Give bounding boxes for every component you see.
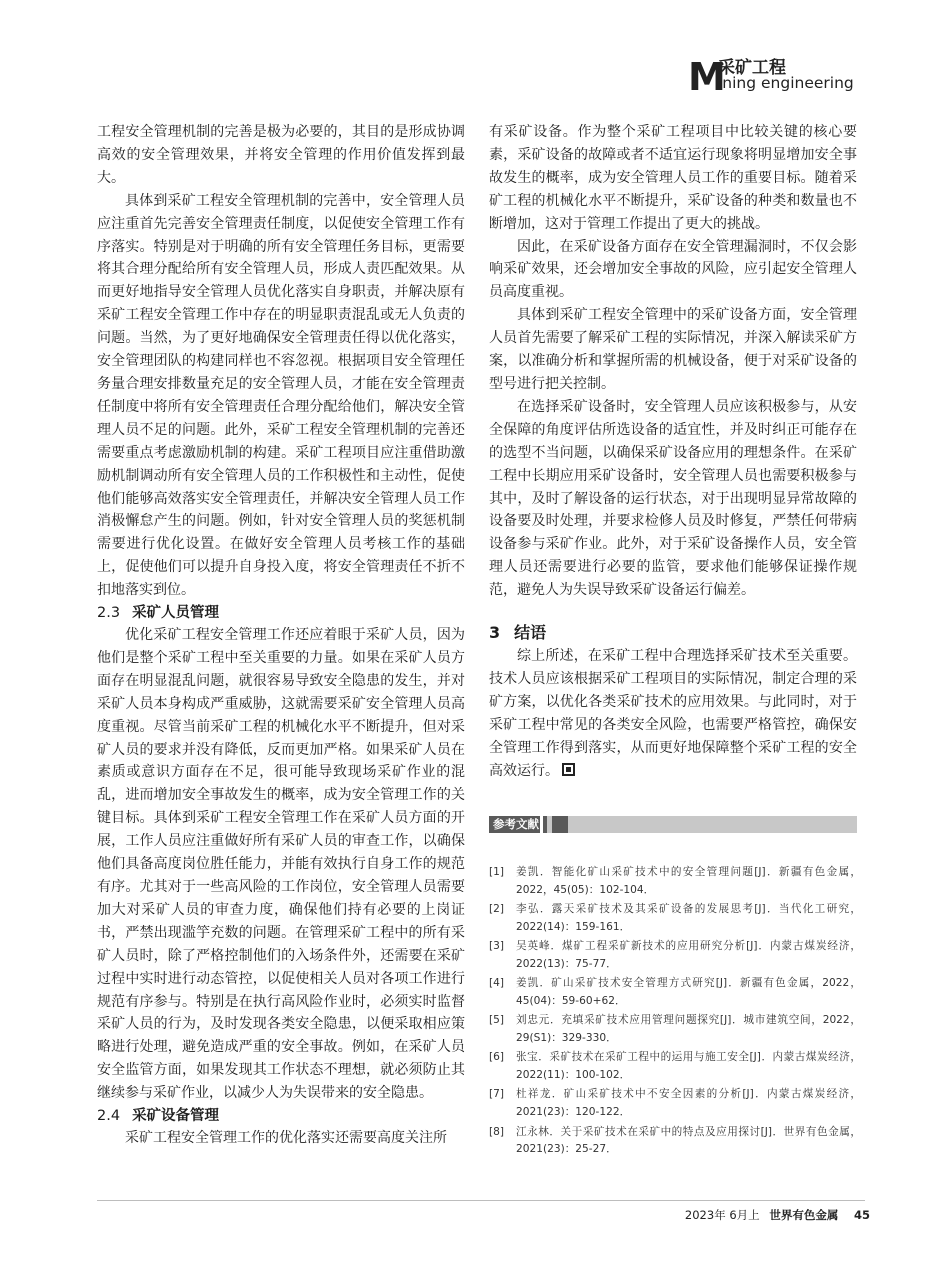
footer-divider (97, 1200, 865, 1201)
reference-text: 张宝．采矿技术在采矿工程中的运用与施工安全[J]．内蒙古煤炭经济，2022(11)：100-102． (516, 1051, 861, 1081)
paragraph: 有采矿设备。作为整个采矿工程项目中比较关键的核心要素，采矿设备的故障或者不适宜运行现象将明显增加安全事故发生的概率，成为安全管理人员工作的重要目标。随着采矿工程的机械化水平不断提升，采矿设备的种类和数量也不断增加，这对于管理工作提出了更大的挑战。 (489, 124, 857, 232)
section-title: 采矿人员管理 (132, 605, 220, 622)
reference-text: 江永林．关于采矿技术在采矿中的特点及应用探讨[J]．世界有色金属，2021(23)：25-27． (516, 1125, 861, 1156)
reference-number: [2] (489, 903, 505, 916)
reference-number: [8] (489, 1125, 505, 1138)
journal-logo (688, 55, 866, 99)
section-title: 采矿设备管理 (132, 1108, 220, 1125)
journal-name: 世界有色金属 (769, 1208, 839, 1222)
references-list (489, 864, 861, 1161)
reference-item (489, 901, 861, 936)
section-heading-2-3 (97, 602, 465, 624)
reference-number: [6] (489, 1051, 505, 1064)
paragraph: 因此，在采矿设备方面存在安全管理漏洞时，不仅会影响采矿效果，还会增加安全事故的风险，应引起安全管理人员高度重视。 (489, 238, 857, 301)
paragraph: 优化采矿工程安全管理工作还应着眼于采矿人员，因为他们是整个采矿工程中至关重要的力量。如果在采矿人员方面存在明显混乱问题，就很容易导致安全隐患的发生，并对采矿人员本身构成严重威胁，这就需要采矿安全管理人员高度重视。尽管当前采矿工程的机械化水平不断提升，但对采矿人员的要求并没有降低，反而更加严格。如果采矿人员在素质或意识方面存在不足，很可能导致现场采矿作业的混乱，进而增加安全事故发生的概率，成为安全管理工作的关键目标。具体到采矿工程安全管理工作在采矿人员方面的开展，工作人员应注重做好所有采矿人员的审查工作，以确保他们具备高度岗位胜任能力，并能有效执行自身工作的规范有序。尤其对于一些高风险的工作岗位，安全管理人员需要加大对采矿人员的审查力度，确保他们持有必要的上岗证书，严禁出现滥竽充数的问题。在管理采矿工程中的所有采矿人员时，除了严格控制他们的入场条件外，还需要在采矿过程中实时进行动态管控，以促使相关人员对各项工作进行规范有序参与。特别是在执行高风险作业时，必须实时监督采矿人员的行为，及时发现各类安全隐患，以便采取相应策略进行处理，避免造成严重的安全事故。例如，在采矿人员安全监管方面，如果发现其工作状态不理想，就必须防止其继续参与采矿作业，以减少人为失误带来的安全隐患。 (97, 627, 465, 1102)
reference-number: [7] (489, 1088, 505, 1101)
paragraph (489, 645, 857, 782)
reference-number: [5] (489, 1014, 505, 1027)
references-heading: 参考文献 (489, 816, 547, 833)
reference-item (489, 1049, 861, 1084)
logo-letter: M (688, 55, 726, 99)
reference-number: [1] (489, 866, 505, 878)
reference-item (489, 1012, 861, 1047)
paragraph: 采矿工程安全管理工作的优化落实还需要高度关注所 (125, 1130, 447, 1147)
reference-number: [3] (489, 940, 505, 953)
left-column (97, 121, 465, 1150)
reference-item (489, 864, 861, 899)
paragraph: 具体到采矿工程安全管理中的采矿设备方面，安全管理人员首先需要了解采矿工程的实际情况，并深入解读采矿方案，以准确分析和掌握所需的机械设备，便于对采矿设备的型号进行把关控制。 (489, 307, 857, 392)
page-number: 45 (853, 1208, 870, 1222)
reference-number: [4] (489, 977, 505, 990)
reference-item (489, 1124, 861, 1159)
issue-date: 2023年 6月上 (684, 1208, 760, 1222)
section-heading-3 (489, 621, 857, 645)
section-number: 2.3 (97, 605, 121, 622)
references-heading-bar (489, 816, 857, 833)
reference-item (489, 938, 861, 973)
end-of-article-icon (562, 763, 575, 776)
section-title: 结语 (514, 623, 547, 643)
reference-item (489, 975, 861, 1010)
section-number: 3 (489, 623, 501, 643)
heading-block-decoration (552, 816, 568, 833)
logo-section-subtitle: ining engineering (718, 74, 854, 92)
reference-text: 李弘．露天采矿技术及其采矿设备的发展思考[J]．当代化工研究，2022(14)：159-161． (516, 903, 861, 933)
right-column (489, 121, 857, 782)
reference-text: 姜凯．矿山采矿技术安全管理方式研究[J]．新疆有色金属，2022，45(04)：59-60+62． (516, 977, 861, 1007)
reference-text: 吴英峰．煤矿工程采矿新技术的应用研究分析[J]．内蒙古煤炭经济，2022(13)：75-77． (516, 940, 861, 970)
section-number: 2.4 (97, 1108, 121, 1125)
reference-item (489, 1086, 861, 1121)
paragraph: 具体到采矿工程安全管理机制的完善中，安全管理人员应注重首先完善安全管理责任制度，以促使安全管理工作有序落实。特别是对于明确的所有安全管理任务目标，更需要将其合理分配给所有安全管理人员，形成人责匹配效果。从而更好地指导安全管理人员优化落实自身职责，并解决原有采矿工程安全管理工作中存在的明显职责混乱或无人负责的问题。当然，为了更好地确保安全管理责任得以优化落实，安全管理团队的构建同样也不容忽视。根据项目安全管理任务量合理安排数量充足的安全管理人员，才能在安全管理责任制度中将所有安全管理责任合理分配给他们，解决安全管理人员不足的问题。此外，采矿工程安全管理机制的完善还需要重点考虑激励机制的构建。采矿工程项目应注重借助激励机制调动所有安全管理人员的工作积极性和主动性，促使他们能够高效落实安全管理责任，并解决安全管理人员工作消极懈怠产生的问题。例如，针对安全管理人员的奖惩机制需要进行优化设置。在做好安全管理人员考核工作的基础上，促使他们可以提升自身投入度，将安全管理责任不折不扣地落实到位。 (97, 192, 465, 599)
conclusion-text: 综上所述，在采矿工程中合理选择采矿技术至关重要。技术人员应该根据采矿工程项目的实际情况，制定合理的采矿方案，以优化各类采矿技术的应用效果。与此同时，对于采矿工程中常见的各类安全风险，也需要严格管控，确保安全管理工作得到落实，从而更好地保障整个采矿工程的安全高效运行。 (489, 648, 857, 779)
reference-text: 姜凯．智能化矿山采矿技术中的安全管理问题[J]．新疆有色金属，2022，45(05)：102-104． (516, 866, 861, 896)
section-heading-2-4 (97, 1105, 465, 1127)
reference-text: 杜祥龙．矿山采矿技术中不安全因素的分析[J]．内蒙古煤炭经济，2021(23)：120-122． (516, 1088, 861, 1119)
page-footer (685, 1207, 870, 1223)
paragraph: 在选择采矿设备时，安全管理人员应该积极参与，从安全保障的角度评估所选设备的适宜性，并及时纠正可能存在的选型不当问题，以确保采矿设备应用的理想条件。在采矿工程中长期应用采矿设备时，安全管理人员也需要积极参与其中，及时了解设备的运行状态，对于出现明显异常故障的设备要及时处理，并要求检修人员及时修复，严禁任何带病设备参与采矿作业。此外，对于采矿设备操作人员，安全管理人员还需要进行必要的监管，要求他们能够保证操作规范，避免人为失误导致采矿设备运行偏差。 (489, 398, 857, 599)
logo-section-title: 采矿工程 (718, 58, 786, 78)
heading-separator (540, 816, 543, 833)
reference-text: 刘忠元．充填采矿技术应用管理问题探究[J]．城市建筑空间，2022，29(S1)：329-330． (516, 1014, 861, 1044)
paragraph: 工程安全管理机制的完善是极为必要的，其目的是形成协调高效的安全管理效果，并将安全管理的作用价值发挥到最大。 (97, 124, 465, 186)
